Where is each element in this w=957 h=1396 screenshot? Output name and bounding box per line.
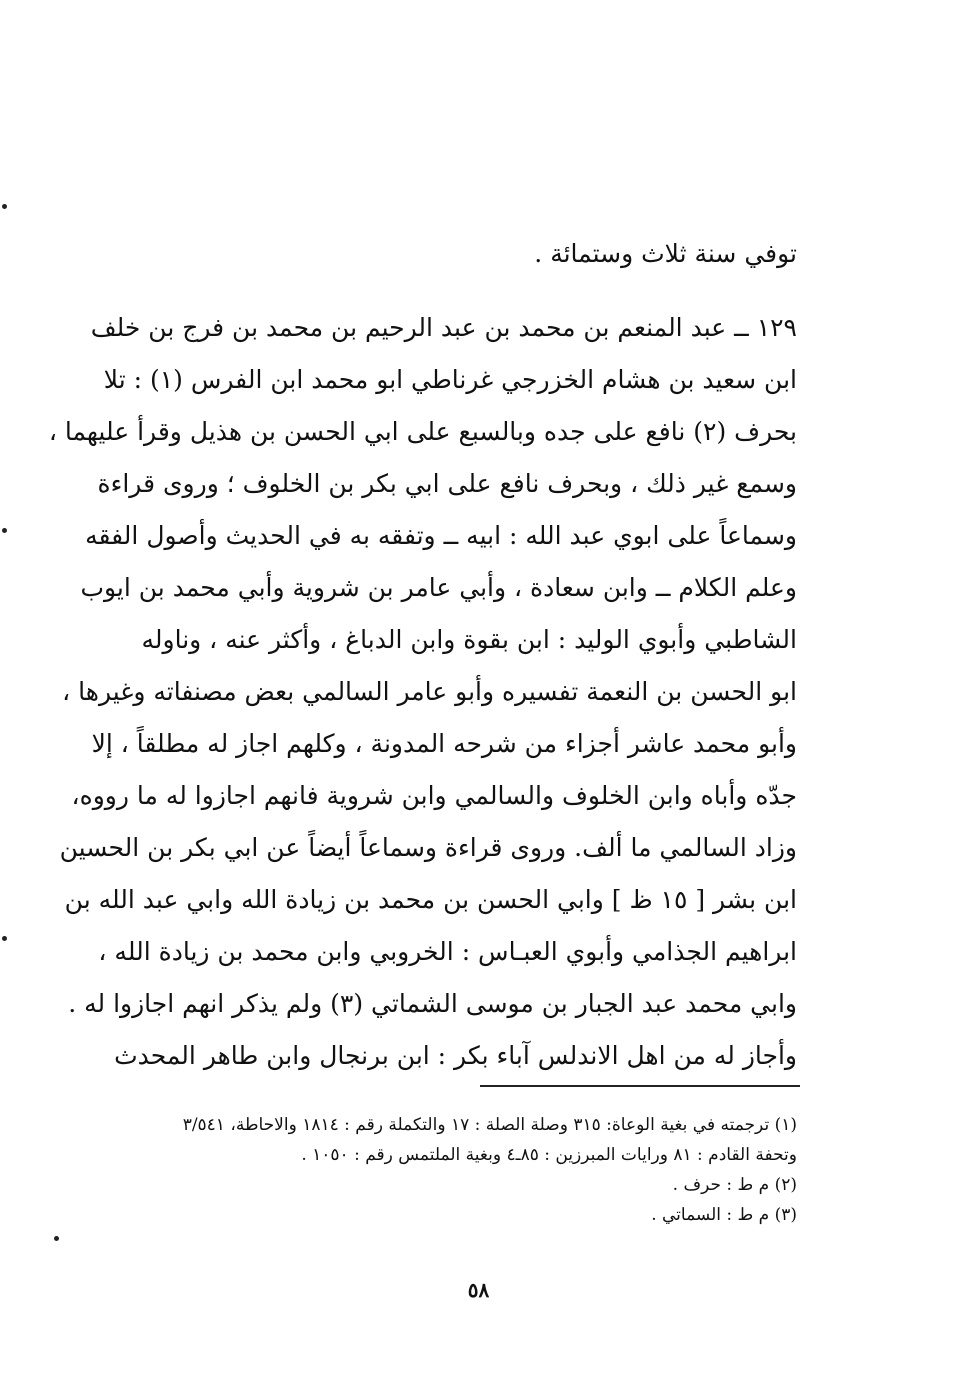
entry-line: ابن سعيد بن هشام الخزرجي غرناطي ابو محمد ابن الفرس (١) : تلا <box>103 365 797 394</box>
entry-line: ابو الحسن بن النعمة تفسيره وأبو عامر السالمي بعض مصنفاته وغيرها ، <box>62 677 797 706</box>
entry-line: ابراهيم الجذامي وأبوي العبـاس : الخروبي وابن محمد بن زيادة الله ، <box>98 937 797 966</box>
entry-line: وسماعاً على ابوي عبد الله : ابيه ــ وتفقه به في الحديث وأصول الفقه <box>85 521 797 550</box>
scan-mark <box>54 1236 59 1241</box>
opening-line: توفي سنة ثلاث وستمائة . <box>534 239 797 268</box>
entry-line: وعلم الكلام ــ وابن سعادة ، وأبي عامر بن شروية وأبي محمد بن ايوب <box>80 573 797 602</box>
footnote-line: وتحفة القادم : ٨١ ورايات المبرزين : ٨٥ـ٤ وبغية الملتمس رقم : ١٠٥٠ . <box>301 1145 797 1165</box>
footnotes <box>40 1110 797 1230</box>
page-number: ٥٨ <box>467 1278 490 1302</box>
entry-line: بحرف (٢) نافع على جده وبالسبع على ابي الحسن بن هذيل وقرأ عليهما ، <box>48 417 797 446</box>
entry-line: وسمع غير ذلك ، وبحرف نافع على ابي بكر بن الخلوف ؛ وروى قراءة <box>97 469 797 498</box>
footnote-divider <box>480 1085 800 1087</box>
footnote-line: (١) ترجمته في بغية الوعاة: ٣١٥ وصلة الصلة : ١٧ والتكملة رقم : ١٨١٤ والاحاطة، ٣/٥٤١ <box>182 1115 797 1135</box>
scan-mark <box>2 936 7 941</box>
entry-line: وأبو محمد عاشر أجزاء من شرحه المدونة ، وكلهم اجاز له مطلقاً ، إلا <box>91 729 797 758</box>
entry-line: ١٢٩ ــ عبد المنعم بن محمد بن عبد الرحيم بن محمد بن فرج بن خلف <box>90 313 797 342</box>
footnote-line: (٣) م ط : السماتي . <box>651 1205 797 1225</box>
entry-line: ابن بشر [ ١٥ ظ ] وابي الحسن بن محمد بن زيادة الله وابي عبد الله بن <box>64 885 797 914</box>
scan-mark <box>2 528 7 533</box>
biography-entry-129 <box>48 302 797 1082</box>
entry-line: الشاطبي وأبوي الوليد : ابن بقوة وابن الدباغ ، وأكثر عنه ، وناوله <box>141 625 797 654</box>
entry-line: وزاد السالمي ما ألف. وروى قراءة وسماعاً أيضاً عن ابي بكر بن الحسين <box>59 833 797 862</box>
opening-text <box>120 228 797 280</box>
footnote-line: (٢) م ط : حرف . <box>672 1175 797 1195</box>
entry-line: وابي محمد عبد الجبار بن موسى الشماتي (٣) ولم يذكر انهم اجازوا له . <box>68 989 797 1018</box>
entry-line: جدّه وأباه وابن الخلوف والسالمي وابن شروية فانهم اجازوا له ما رووه، <box>71 781 797 810</box>
scan-mark <box>2 204 7 209</box>
entry-line: وأجاز له من اهل الاندلس آباء بكر : ابن برنجال وابن طاهر المحدث <box>114 1041 797 1070</box>
